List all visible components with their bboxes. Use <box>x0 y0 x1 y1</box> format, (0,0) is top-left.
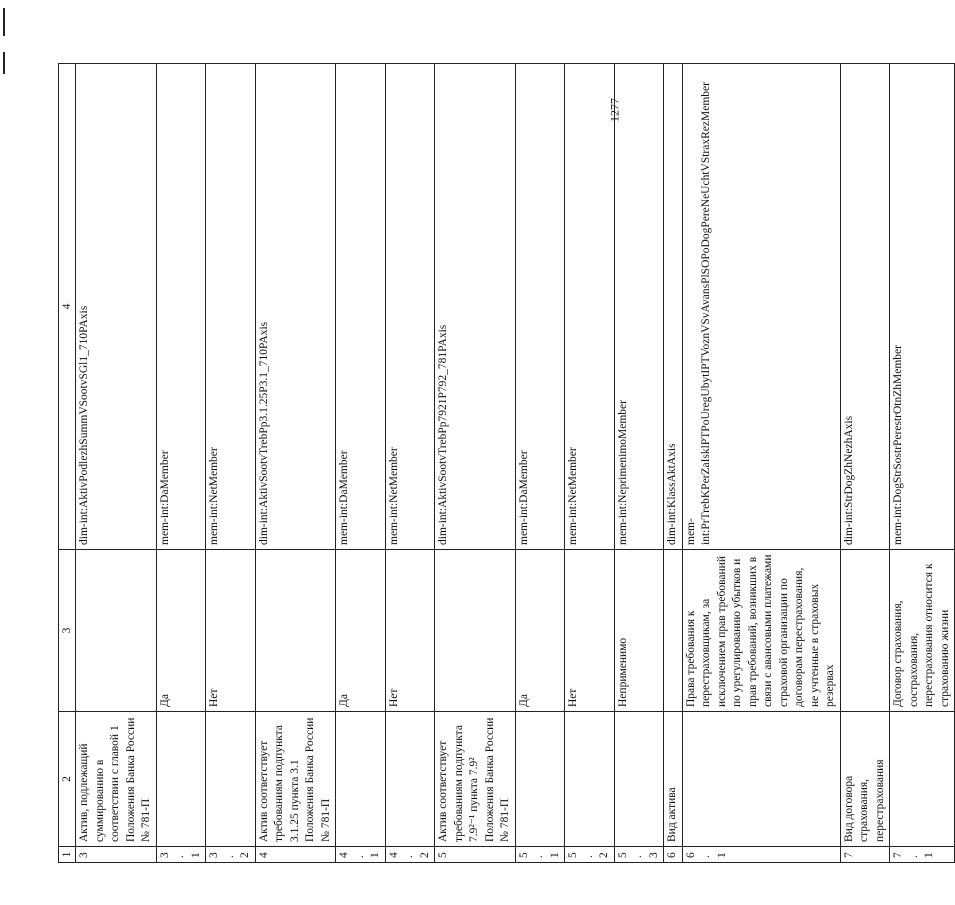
table-cell-col3: Нет <box>385 550 435 712</box>
table-cell-num: 4.1 <box>336 847 386 863</box>
table-cell-col3 <box>76 550 157 712</box>
table-cell-col2: Актив соответствует требованиям подпункта 3.1.25 пункта 3.1 Положения Банка России № 781-П <box>255 712 336 847</box>
table-cell-col4: dim-int:StrDogZhNezhAxis <box>840 64 890 550</box>
table-row <box>515 64 565 863</box>
table-cell-col2 <box>206 712 256 847</box>
table-cell-col2 <box>682 712 840 847</box>
table-cell-col3 <box>435 550 516 712</box>
table-cell-col2: Вид актива <box>664 712 683 847</box>
table-cell-col4: dim-int:AktivPodlezhSummVSootvSGl1_710PAxis <box>76 64 157 550</box>
table-cell-col4: mem-int:NetMember <box>385 64 435 550</box>
table-cell-num: 5.3 <box>614 847 664 863</box>
page-number: 1277 <box>607 98 622 122</box>
table-row <box>385 64 435 863</box>
table-cell-col3: Неприменимо <box>614 550 664 712</box>
table-cell-col3: Нет <box>565 550 615 712</box>
table-cell-col4: mem-int:DogStrSostrPerestrOtnZhMember <box>890 64 955 550</box>
table-cell-num: 5.2 <box>565 847 615 863</box>
column-header: 2 <box>59 712 76 847</box>
table-cell-col2 <box>515 712 565 847</box>
table-cell-num: 5 <box>435 847 516 863</box>
table-row <box>682 64 840 863</box>
data-table <box>58 63 955 863</box>
table-cell-num: 3.1 <box>156 847 206 863</box>
table-row <box>664 64 683 863</box>
table-cell-col2 <box>385 712 435 847</box>
table-cell-col2 <box>156 712 206 847</box>
table-row <box>614 64 664 863</box>
table-cell-col2 <box>890 712 955 847</box>
table-cell-col4: mem-int:NetMember <box>565 64 615 550</box>
table-cell-col3 <box>840 550 890 712</box>
table-cell-col2 <box>565 712 615 847</box>
table-row <box>336 64 386 863</box>
table-cell-col2: Актив, подлежащий суммированию в соответствии с главой 1 Положения Банка России № 781-П <box>76 712 157 847</box>
table-row <box>890 64 955 863</box>
table-row <box>840 64 890 863</box>
table-body <box>76 64 955 863</box>
table-cell-col4: mem-int:DaMember <box>156 64 206 550</box>
table-row <box>76 64 157 863</box>
table-cell-num: 7 <box>840 847 890 863</box>
table-cell-col2 <box>336 712 386 847</box>
table-header-row <box>59 64 76 863</box>
scan-mark <box>3 8 5 36</box>
table-cell-col4: dim-int:AktivSootvTrebPp3.1.25P3.1_710PAxis <box>255 64 336 550</box>
table-cell-col2 <box>614 712 664 847</box>
table-cell-col4: mem-int:NetMember <box>206 64 256 550</box>
scan-mark <box>3 52 5 74</box>
table-cell-col4: mem-int:DaMember <box>515 64 565 550</box>
column-header: 1 <box>59 847 76 863</box>
table-cell-num: 5.1 <box>515 847 565 863</box>
table-cell-num: 3.2 <box>206 847 256 863</box>
table-cell-num: 4.2 <box>385 847 435 863</box>
table-cell-col2: Актив соответствует требованиям подпункта 7.9²⁻¹ пункта 7.9² Положения Банка России № 781-П <box>435 712 516 847</box>
table-cell-col4: mem-int:NeprimenimoMember <box>614 64 664 550</box>
table-row <box>255 64 336 863</box>
column-header: 3 <box>59 550 76 712</box>
table-cell-col4: dim-int:KlassAktAxis <box>664 64 683 550</box>
table-cell-col4: dim-int:AktivSootvTrebPp7921P792_781PAxis <box>435 64 516 550</box>
table-cell-col4: mem-int:DaMember <box>336 64 386 550</box>
table-cell-num: 6 <box>664 847 683 863</box>
table-cell-col3: Да <box>336 550 386 712</box>
table-row <box>565 64 615 863</box>
table-row <box>156 64 206 863</box>
table-cell-col3 <box>664 550 683 712</box>
table-row <box>206 64 256 863</box>
table-cell-col3: Да <box>515 550 565 712</box>
table-cell-col3: Права требования к перестраховщикам, за исключением прав требований по урегулированию убытков и прав требований, возникших в связи с авансовыми платежами страховой организации по договорам перестрахования, не учтенные в страховых резервах <box>682 550 840 712</box>
table-cell-num: 3 <box>76 847 157 863</box>
table-cell-col3: Да <box>156 550 206 712</box>
table-cell-num: 6.1 <box>682 847 840 863</box>
table-cell-col3: Нет <box>206 550 256 712</box>
table-cell-num: 7.1 <box>890 847 955 863</box>
table-cell-col4: mem-int:PrTrebKPerZaIsklPTPoUregUbytIPTVoznVSvAvansPlSOPoDogPereNeUchtVStraxRezMember <box>682 64 840 550</box>
table-cell-col2: Вид договора страхования, перестрахования <box>840 712 890 847</box>
table-cell-col3 <box>255 550 336 712</box>
table-row <box>435 64 516 863</box>
column-header: 4 <box>59 64 76 550</box>
table-cell-num: 4 <box>255 847 336 863</box>
table-cell-col3: Договор страхования, сострахования, перестрахования относится к страхованию жизни <box>890 550 955 712</box>
